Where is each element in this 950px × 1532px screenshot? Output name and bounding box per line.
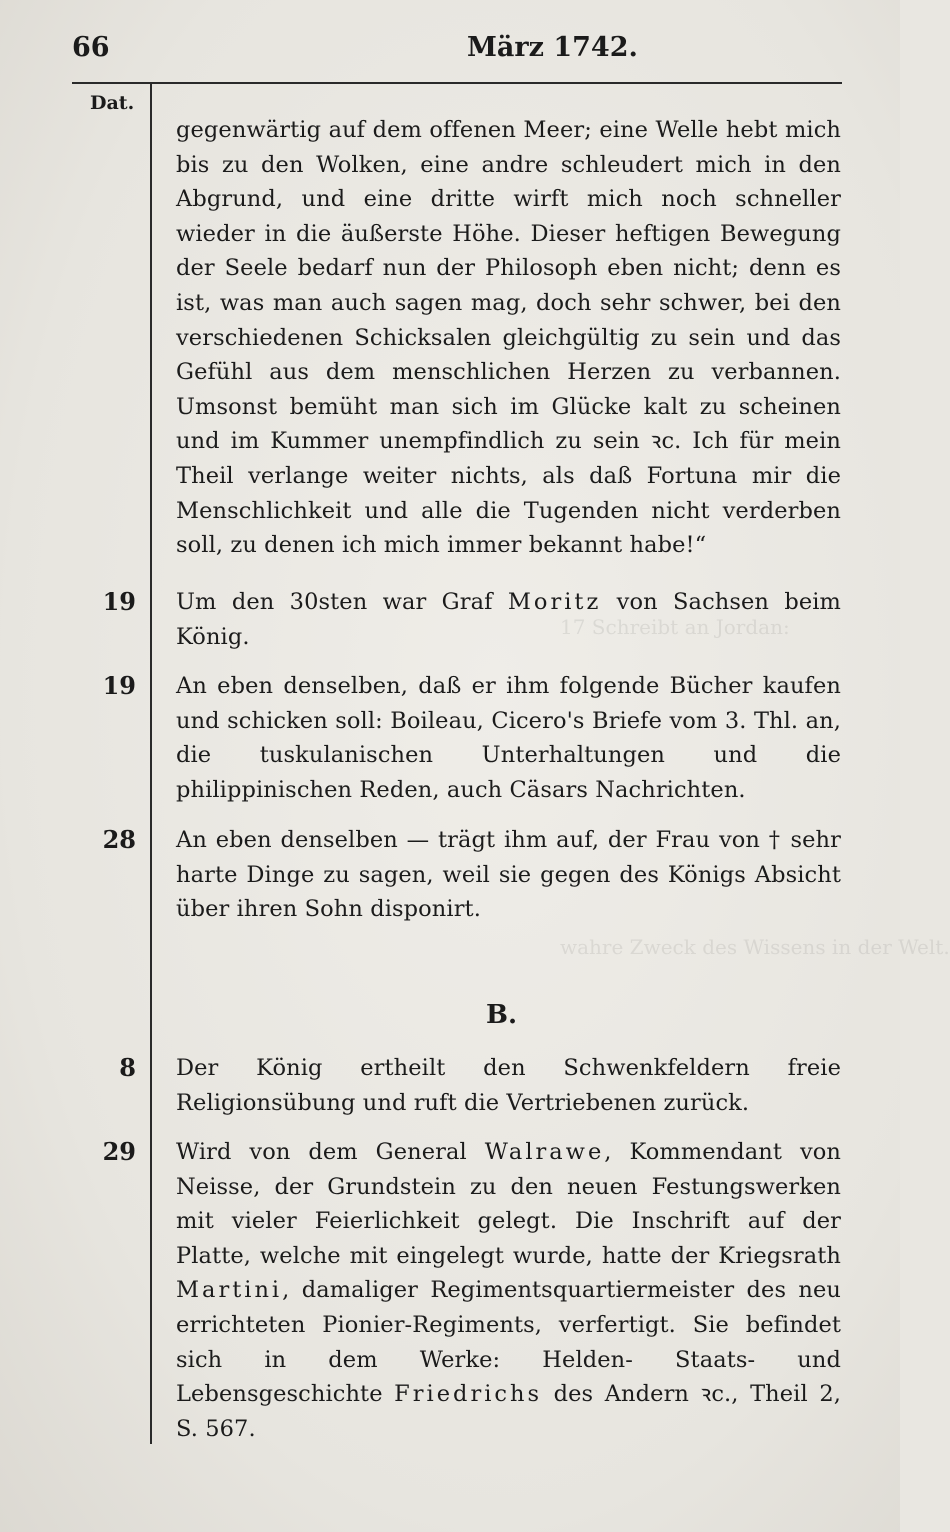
person-name-moritz: Moritz bbox=[507, 589, 602, 615]
show-through-text: 17 Schreibt an Jordan: bbox=[560, 615, 790, 639]
entry-text: gegenwärtig auf dem offenen Meer; eine Welle hebt mich bis zu den Wolken, eine andre schleudert mich in den Abgrund, und eine dritte wirft mich noch schneller wieder in die äußerste Höhe. Dieser heftigen Bewegung der Seele bedarf nun der Philosoph eben nicht; denn es ist, was man auch sagen mag, doch sehr schwer, bei den verschiedenen Schicksalen gleichgültig zu sein und das Gefühl aus dem menschlichen Herzen zu verbannen. Umsonst bemüht man sich im Glücke kalt zu scheinen und im Kummer unempfindlich zu sein ꝛc. Ich für mein Theil verlange weiter nichts, als daß Fortuna mir die Menschlichkeit und alle die Tugenden nicht verderben soll, zu denen ich mich immer bekannt habe!“ bbox=[176, 117, 841, 559]
entry-day: 19 bbox=[102, 587, 136, 616]
date-column-label: Dat. bbox=[90, 92, 135, 114]
page-header bbox=[72, 28, 842, 72]
entry-day: 29 bbox=[102, 1137, 136, 1166]
entry-day: 28 bbox=[102, 825, 136, 854]
person-name-martini: Martini bbox=[176, 1277, 283, 1304]
entry-text-part: , Kommendant von Neisse, der Grundstein zu den neuen Festungswerken mit vieler Feierlichkeit gelegt. Die Inschrift auf der Platte, welche mit eingelegt wurde, hatte der Kriegsrath bbox=[176, 1139, 841, 1269]
entry-text bbox=[176, 1135, 841, 1446]
entry-day: 8 bbox=[119, 1053, 136, 1082]
entry-text-part: des Andern ꝛc., Theil 2, S. 567. bbox=[176, 1381, 841, 1442]
header-rule bbox=[72, 82, 842, 84]
section-heading: B. bbox=[486, 1000, 518, 1030]
entry-text-part: Um den 30sten war Graf bbox=[176, 589, 508, 615]
entry-text-part: Wird von dem General bbox=[176, 1139, 485, 1165]
running-title: März 1742. bbox=[467, 32, 638, 63]
entry-text: Der König ertheilt den Schwenkfeldern freie Religionsübung und ruft die Vertriebenen zurück. bbox=[176, 1055, 841, 1116]
person-name-walrawe: Walrawe bbox=[484, 1139, 605, 1165]
page-number: 66 bbox=[72, 32, 110, 63]
entry-day: 19 bbox=[102, 671, 136, 700]
entry-text-part: von Sachsen beim König. bbox=[176, 589, 841, 650]
entry-text bbox=[176, 585, 841, 654]
entry-text-part: , damaliger Regimentsquartiermeister des neu errichteten Pionier-Regiments, verfertigt. Sie befindet sich in dem Werke: Helden- Staats- und Lebensgeschichte bbox=[176, 1277, 841, 1408]
show-through-text: wahre Zweck des Wissens in der Welt. bbox=[560, 935, 950, 959]
entry-text: An eben denselben, daß er ihm folgende Bücher kaufen und schicken soll: Boileau, Cicero's Briefe vom 3. Thl. an, die tuskulanischen Unterhaltungen und die philippinischen Reden, auch Cäsars Nachrichten. bbox=[176, 673, 841, 803]
date-column-rule bbox=[150, 84, 152, 1444]
entry-text: An eben denselben — trägt ihm auf, der Frau von † sehr harte Dinge zu sagen, weil sie gegen des Königs Absicht über ihren Sohn disponirt. bbox=[176, 827, 841, 923]
person-name-friedrichs: Friedrichs bbox=[394, 1381, 543, 1408]
